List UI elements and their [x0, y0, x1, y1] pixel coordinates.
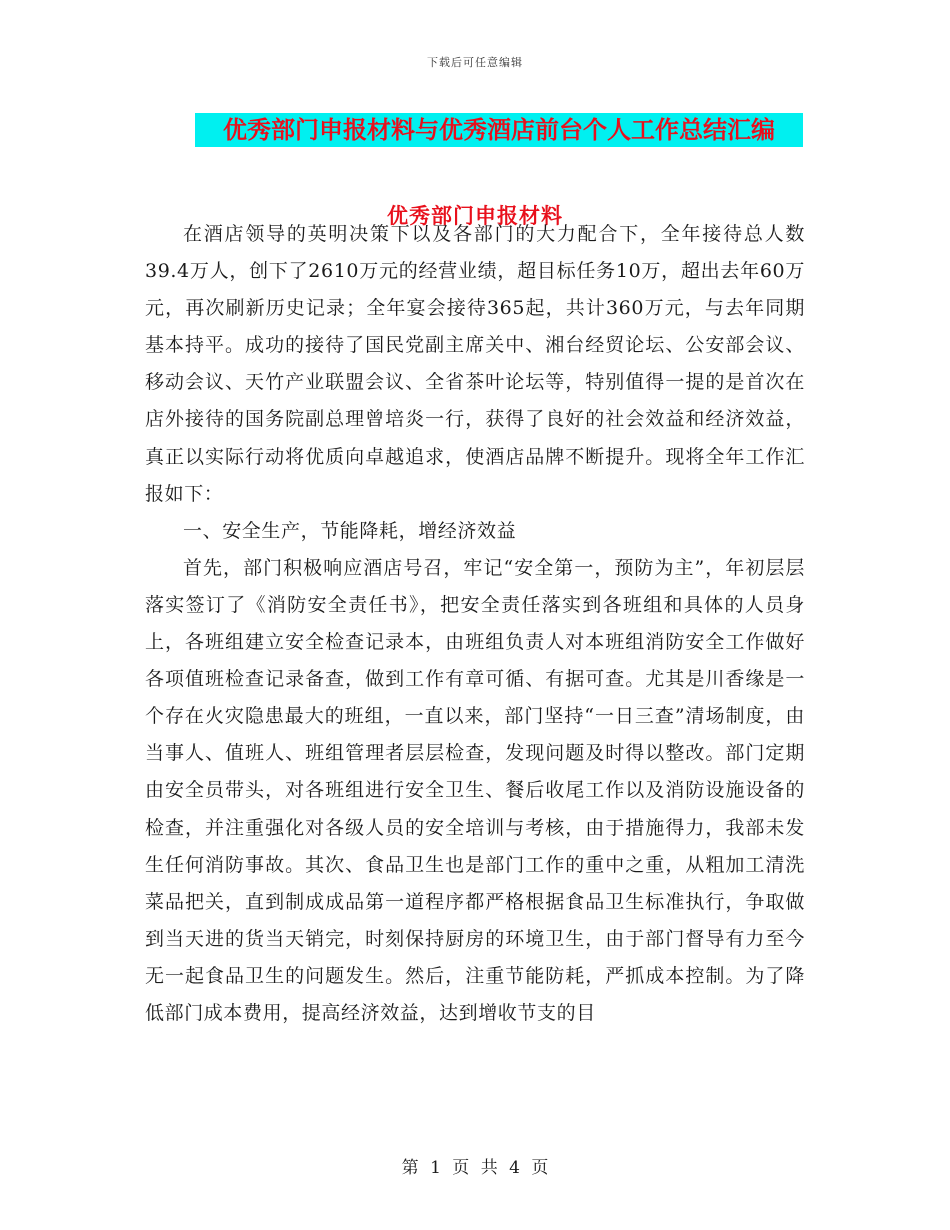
section-title: 优秀部门申报材料: [387, 203, 563, 228]
paragraph-intro: 在酒店领导的英明决策下以及各部门的大力配合下，全年接待总人数39.4万人，创下了2610万元的经营业绩，超目标任务10万，超出去年60万元，再次刷新历史记录；全年宴会接待365起，共计360万元，与去年同期基本持平。成功的接待了国民党副主席关中、湘台经贸论坛、公安部会议、移动会议、天竹产业联盟会议、全省茶叶论坛等，特别值得一提的是首次在店外接待的国务院副总理曾培炎一行，获得了良好的社会效益和经济效益，真正以实际行动将优质向卓越追求，使酒店品牌不断提升。现将全年工作汇报如下：: [145, 223, 805, 505]
document-body: [145, 216, 805, 1032]
document-title: 优秀部门申报材料与优秀酒店前台个人工作总结汇编: [223, 115, 775, 144]
page-header-note: 下载后可任意编辑: [427, 56, 523, 69]
paragraph-heading-safety: 一、安全生产，节能降耗，增经济效益: [183, 519, 517, 542]
paragraph-safety-details: 首先，部门积极响应酒店号召，牢记“安全第一，预防为主”，年初层层落实签订了《消防安全责任书》，把安全责任落实到各班组和具体的人员身上，各班组建立安全检查记录本，由班组负责人对本班组消防安全工作做好各项值班检查记录备查，做到工作有章可循、有据可查。尤其是川香缘是一个存在火灾隐患最大的班组，一直以来，部门坚持“一日三查”清场制度，由当事人、值班人、班组管理者层层检查，发现问题及时得以整改。部门定期由安全员带头，对各班组进行安全卫生、餐后收尾工作以及消防设施设备的检查，并注重强化对各级人员的安全培训与考核，由于措施得力，我部未发生任何消防事故。其次、食品卫生也是部门工作的重中之重，从粗加工清洗菜品把关，直到制成成品第一道程序都严格根据食品卫生标准执行，争取做到当天进的货当天销完，时刻保持厨房的环境卫生，由于部门督导有力至今无一起食品卫生的问题发生。然后，注重节能防耗，严抓成本控制。为了降低部门成本费用，提高经济效益，达到增收节支的目: [145, 556, 805, 1024]
document-title-highlight: [195, 113, 803, 147]
page-number-footer: 第 1 页 共 4 页: [401, 1158, 549, 1178]
